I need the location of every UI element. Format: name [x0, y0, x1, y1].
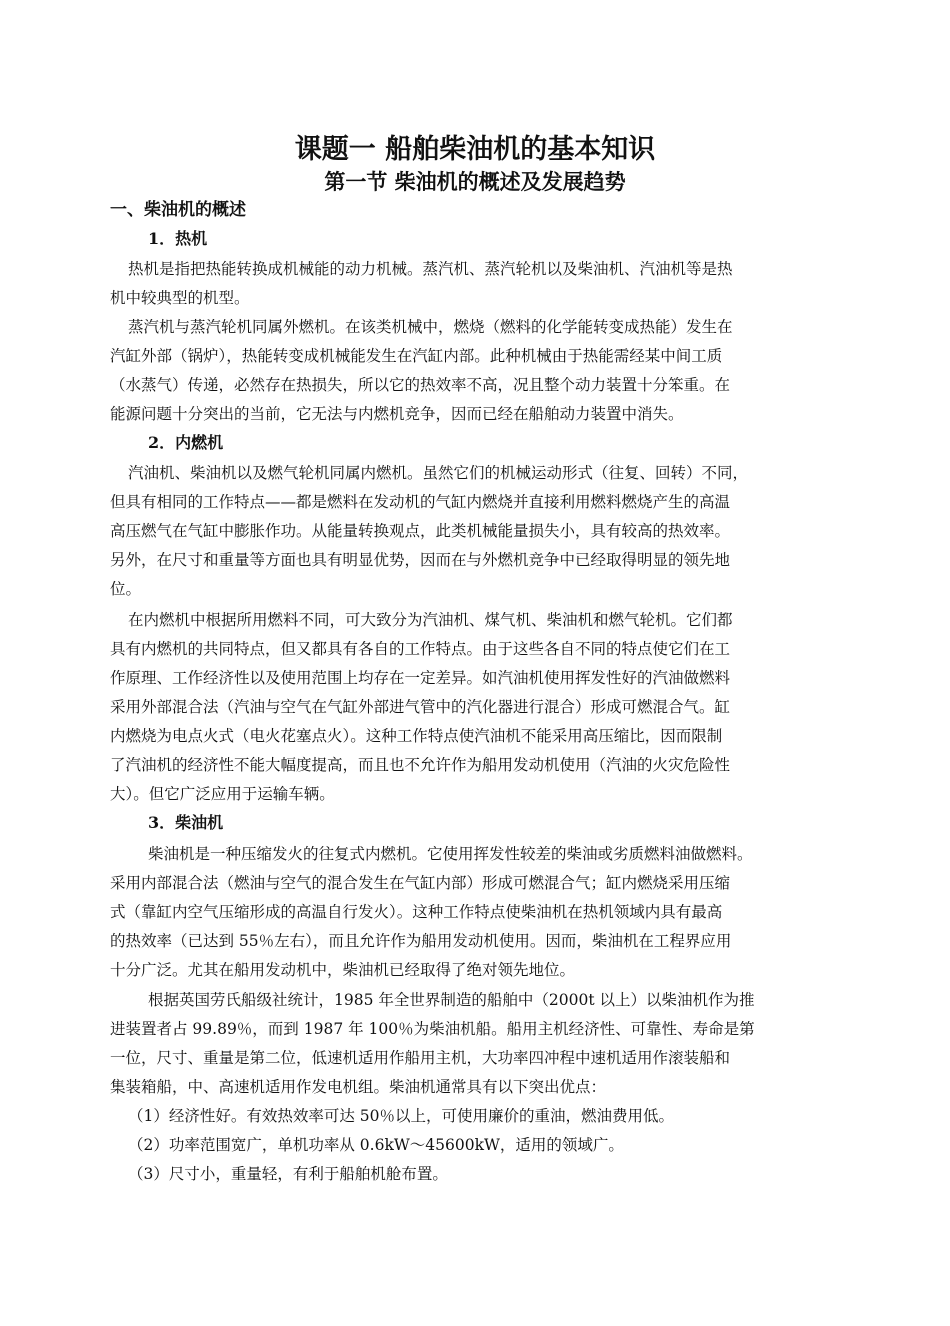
- heading-diesel-engine: 3．柴油机: [148, 813, 224, 832]
- text-line: 大）。但它广泛应用于运输车辆。: [110, 785, 335, 803]
- text-line: 进装置者占 99.89％，而到 1987 年 100％为柴油机船。船用主机经济性、可靠性、寿命是第: [110, 1020, 755, 1038]
- text-line: 另外，在尺寸和重量等方面也具有明显优势，因而在与外燃机竞争中已经取得明显的领先地: [110, 551, 731, 569]
- list-item: （3）尺寸小，重量轻，有利于船舶机舱布置。: [128, 1165, 448, 1183]
- list-diesel-advantages: [110, 1102, 862, 1189]
- text-line: 高压燃气在气缸中膨胀作功。从能量转换观点，此类机械能量损失小，具有较高的热效率。: [110, 522, 731, 540]
- list-item: （2）功率范围宽广，单机功率从 0.6kW～45600kW，适用的领域广。: [128, 1136, 624, 1154]
- paragraph-diesel-definition: [110, 840, 862, 985]
- paragraph-lloyds-statistics: [110, 986, 862, 1102]
- text-line: 能源问题十分突出的当前，它无法与内燃机竞争，因而已经在船舶动力装置中消失。: [110, 405, 684, 423]
- text-line: （水蒸气）传递，必然存在热损失，所以它的热效率不高，况且整个动力装置十分笨重。在: [110, 376, 731, 394]
- text-line: 一位，尺寸、重量是第二位，低速机适用作船用主机，大功率四冲程中速机适用作滚装船和: [110, 1049, 731, 1067]
- text-line: 了汽油机的经济性不能大幅度提高，而且也不允许作为船用发动机使用（汽油的火灾危险性: [110, 756, 731, 774]
- text-line: 机中较典型的机型。: [110, 289, 250, 307]
- text-line: 柴油机是一种压缩发火的往复式内燃机。它使用挥发性较差的柴油或劣质燃料油做燃料。: [148, 845, 753, 863]
- paragraph-external-combustion: [110, 313, 862, 429]
- chapter-title: 课题一 船舶柴油机的基本知识: [294, 134, 656, 165]
- heading-overview: 一、柴油机的概述: [110, 200, 246, 220]
- text-line: 汽油机、柴油机以及燃气轮机同属内燃机。虽然它们的机械运动形式（往复、回转）不同，: [128, 464, 749, 482]
- text-line: 式（靠缸内空气压缩形成的高温自行发火）。这种工作特点使柴油机在热机领域内具有最高: [110, 903, 723, 921]
- text-line: 汽缸外部（锅炉），热能转变成机械能发生在汽缸内部。此种机械由于热能需经某中间工质: [110, 347, 723, 365]
- paragraph-ic-engine-definition: [110, 459, 862, 604]
- text-line: 蒸汽机与蒸汽轮机同属外燃机。在该类机械中，燃烧（燃料的化学能转变成热能）发生在: [128, 318, 733, 336]
- text-line: 内燃烧为电点火式（电火花塞点火）。这种工作特点使汽油机不能采用高压缩比，因而限制: [110, 727, 723, 745]
- list-item: （1）经济性好。有效热效率可达 50％以上，可使用廉价的重油，燃油费用低。: [128, 1107, 675, 1125]
- heading-heat-engine: 1．热机: [148, 229, 208, 248]
- text-line: 的热效率（已达到 55％左右），而且允许作为船用发动机使用。因而，柴油机在工程界应用: [110, 932, 732, 950]
- text-line: 根据英国劳氏船级社统计，1985 年全世界制造的船舶中（2000t 以上）以柴油机作为推: [148, 991, 755, 1009]
- section-title: 第一节 柴油机的概述及发展趋势: [324, 169, 626, 194]
- heading-ic-engine: 2．内燃机: [148, 433, 224, 452]
- text-line: 采用外部混合法（汽油与空气在气缸外部进气管中的汽化器进行混合）形成可燃混合气。缸: [110, 698, 731, 716]
- text-line: 热机是指把热能转换成机械能的动力机械。蒸汽机、蒸汽轮机以及柴油机、汽油机等是热: [128, 260, 733, 278]
- text-line: 在内燃机中根据所用燃料不同，可大致分为汽油机、煤气机、柴油机和燃气轮机。它们都: [128, 611, 733, 629]
- paragraph-heat-engine-definition: [110, 255, 862, 313]
- text-line: 具有内燃机的共同特点，但又都具有各自的工作特点。由于这些各自不同的特点使它们在工: [110, 640, 731, 658]
- text-line: 集装箱船，中、高速机适用作发电机组。柴油机通常具有以下突出优点：: [110, 1078, 607, 1096]
- text-line: 但具有相同的工作特点——都是燃料在发动机的气缸内燃烧并直接利用燃料燃烧产生的高温: [110, 493, 731, 511]
- text-line: 位。: [110, 580, 142, 598]
- text-line: 作原理、工作经济性以及使用范围上均存在一定差异。如汽油机使用挥发性好的汽油做燃料: [110, 669, 731, 687]
- paragraph-ic-engine-types: [110, 606, 862, 809]
- text-line: 采用内部混合法（燃油与空气的混合发生在气缸内部）形成可燃混合气；缸内燃烧采用压缩: [110, 874, 731, 892]
- text-line: 十分广泛。尤其在船用发动机中，柴油机已经取得了绝对领先地位。: [110, 961, 576, 979]
